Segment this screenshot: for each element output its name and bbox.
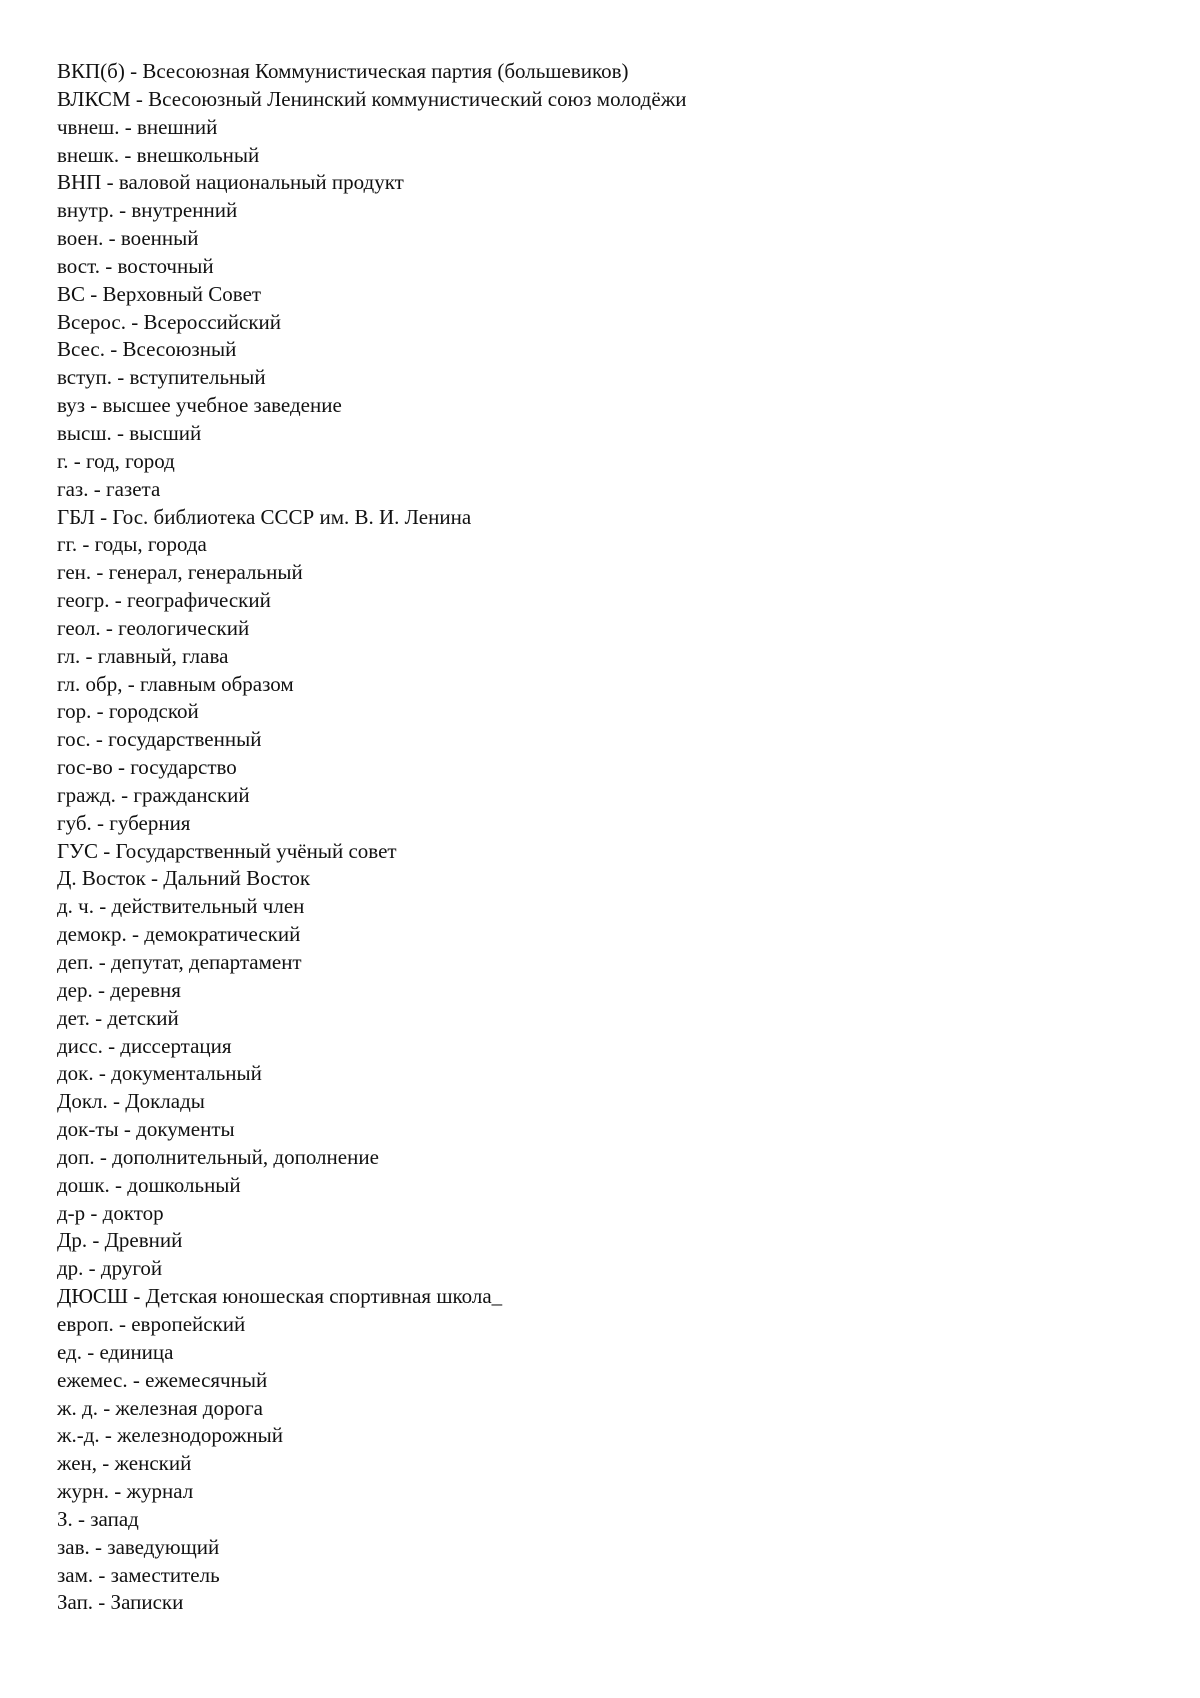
abbreviation-entry: вступ. - вступительный [57, 365, 266, 390]
abbreviation-entry: вост. - восточный [57, 253, 214, 278]
abbreviation-entry: деп. - депутат, департамент [57, 950, 302, 974]
abbreviation-entry: газ. - газета [57, 476, 161, 501]
abbreviation-entry: ген. - генерал, генеральный [57, 560, 303, 585]
abbreviation-entry: ед. - единица [57, 1339, 174, 1364]
abbreviation-entry: док-ты - документы [57, 1117, 235, 1142]
abbreviation-entry: гор. - городской [57, 699, 199, 724]
abbreviation-entry: д. ч. - действительный член [57, 894, 305, 919]
abbreviation-entry: Докл. - Доклады [57, 1089, 205, 1114]
abbreviation-entry: ж.-д. - железнодорожный [57, 1423, 283, 1448]
abbreviation-entry: внутр. - внутренний [57, 198, 238, 223]
abbreviation-entry: геол. - геологический [57, 615, 250, 640]
abbreviation-entry: г. - год, город [57, 448, 175, 473]
abbreviation-entry: Д. Восток - Дальний Восток [57, 866, 311, 891]
abbreviation-entry: европ. - европейский [57, 1311, 246, 1336]
abbreviation-entry: вуз - высшее учебное заведение [57, 393, 342, 418]
abbreviation-entry: д-р - доктор [57, 1200, 164, 1225]
abbreviation-entry: гос-во - государство [57, 755, 237, 780]
abbreviation-entry: высш. - высший [57, 420, 202, 445]
abbreviation-entry: ДЮСШ - Детская юношеская спортивная школа_ [57, 1284, 503, 1309]
abbreviation-entry: З. - запад [57, 1506, 139, 1531]
abbreviation-entry: ВЛКСМ - Всесоюзный Ленинский коммунистический союз молодёжи [57, 86, 687, 111]
abbreviation-entry: губ. - губерния [57, 810, 191, 835]
abbreviation-entry: дошк. - дошкольный [57, 1172, 241, 1197]
abbreviation-entry: ж. д. - железная дорога [57, 1395, 263, 1420]
abbreviation-entry: внешк. - внешкольный [57, 142, 260, 167]
abbreviation-entry: Всерос. - Всероссийский [57, 309, 282, 334]
abbreviation-entry: чвнеш. - внешний [57, 114, 218, 139]
abbreviation-entry: Др. - Древний [57, 1228, 183, 1253]
abbreviation-entry: демокр. - демократический [57, 922, 301, 947]
abbreviation-entry: гг. - годы, города [57, 532, 207, 557]
abbreviation-entry: ВС - Верховный Совет [57, 281, 262, 306]
abbreviation-entry: гражд. - гражданский [57, 782, 250, 807]
abbreviation-entry: др. - другой [57, 1256, 163, 1281]
abbreviation-entry: зам. - заместитель [57, 1562, 220, 1587]
abbreviation-entry: ГУС - Государственный учёный совет [57, 838, 397, 863]
abbreviation-entry: ежемес. - ежемесячный [57, 1367, 268, 1392]
abbreviation-entry: ГБЛ - Гос. библиотека СССР им. В. И. Ленина [57, 504, 472, 529]
abbreviation-entry: гл. - главный, глава [57, 643, 229, 668]
abbreviation-entry: жен, - женский [57, 1451, 192, 1476]
abbreviation-entry: дер. - деревня [57, 977, 181, 1002]
abbreviation-entry: ВКП(б) - Всесоюзная Коммунистическая партия (большевиков) [57, 59, 629, 83]
abbreviation-entry: Зап. - Записки [57, 1590, 184, 1615]
abbreviation-entry: док. - документальный [57, 1061, 262, 1086]
abbreviation-entry: журн. - журнал [57, 1479, 194, 1504]
abbreviation-entry: гос. - государственный [57, 727, 262, 752]
abbreviation-entry: гл. обр, - главным образом [57, 671, 294, 696]
abbreviation-entry: дет. - детский [57, 1005, 179, 1030]
abbreviation-entry: дисс. - диссертация [57, 1033, 232, 1058]
abbreviation-entry: зав. - заведующий [57, 1534, 220, 1559]
abbreviation-list [57, 58, 686, 1617]
abbreviation-entry: ВНП - валовой национальный продукт [57, 170, 404, 195]
abbreviation-entry: доп. - дополнительный, дополнение [57, 1144, 379, 1169]
abbreviation-entry: воен. - военный [57, 226, 199, 251]
abbreviation-entry: геогр. - географический [57, 588, 271, 613]
abbreviation-entry: Всес. - Всесоюзный [57, 337, 237, 362]
